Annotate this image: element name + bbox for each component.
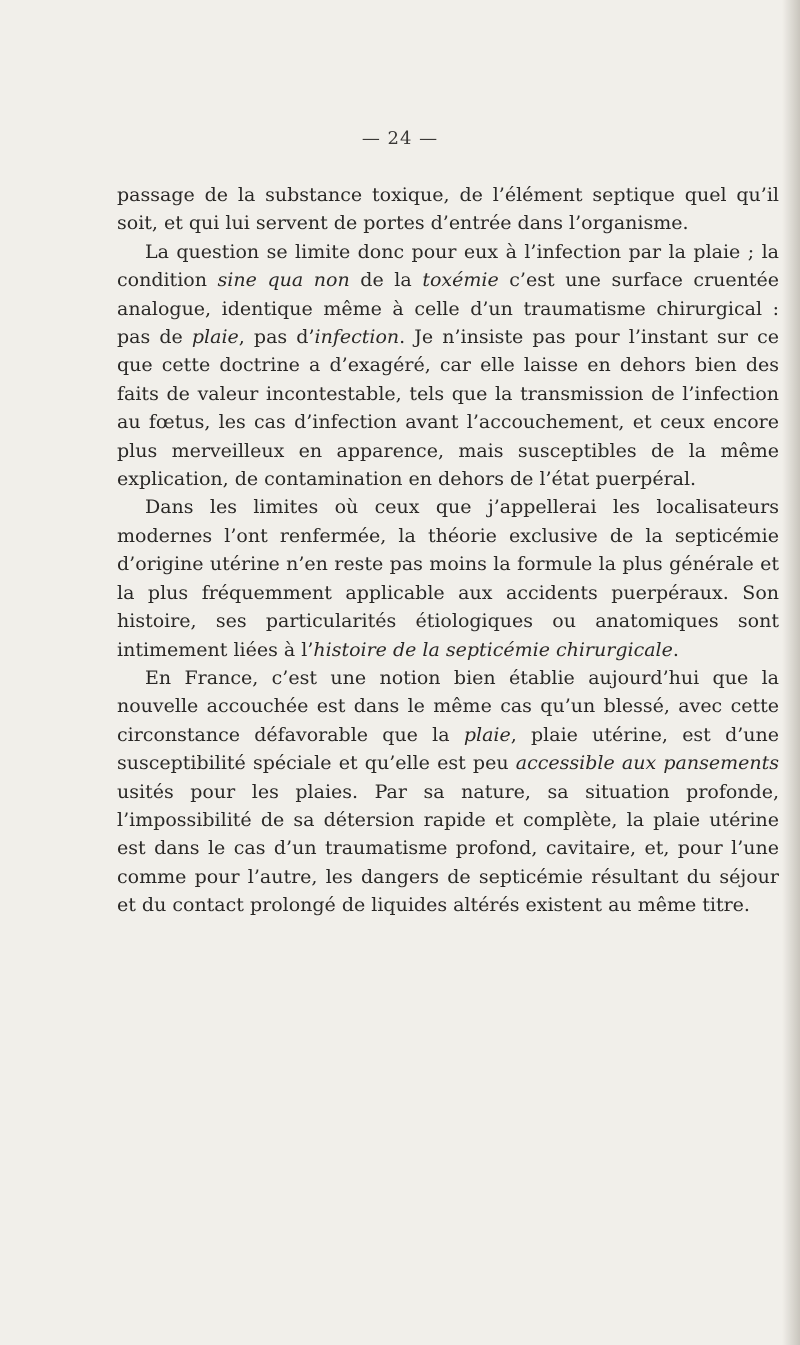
italic-text-segment: plaie — [191, 326, 239, 349]
paragraph — [117, 181, 779, 238]
italic-text-segment: infection — [314, 326, 400, 349]
italic-text-segment: sine qua non — [217, 269, 350, 292]
text-segment: passage de la substance toxique, de l’élément septique quel qu’il soit, et qui lui servent de portes d’entrée dans l’organisme. — [117, 184, 779, 235]
paragraph — [117, 238, 779, 494]
paragraph — [117, 493, 779, 663]
text-segment: . — [672, 638, 679, 661]
text-segment: , pas d’ — [238, 326, 315, 349]
text-segment: c’est une surface cruentée analogue, identique même à celle d’un traumatisme chirurgical : pas de — [117, 269, 779, 349]
italic-text-segment: plaie — [463, 723, 511, 746]
text-segment: La question se limite donc pour eux à l’infection par la plaie ; la condition — [117, 240, 779, 292]
page-edge-shadow — [782, 0, 800, 1345]
text-segment: , plaie utérine, est d’une susceptibilité spéciale et qu’elle est peu — [117, 723, 779, 775]
italic-text-segment: toxémie — [422, 269, 499, 292]
italic-text-segment: accessible aux pansements — [515, 752, 779, 775]
text-segment: Dans les limites où ceux que j’appellerai les localisateurs modernes l’ont renfermée, la théorie exclusive de la septicémie d’origine utérine n’en reste pas moins la formule la plus générale et la plus fréquemment applicable aux accidents puerpéraux. Son histoire, ses particularités étiologiques ou anatomiques sont intimement liées à l’ — [117, 496, 779, 661]
page-number: — 24 — — [361, 128, 439, 149]
text-segment: . Je n’insiste pas pour l’instant sur ce que cette doctrine a d’exagéré, car elle laisse en dehors bien des faits de valeur incontestable, tels que la transmission de l’infection au fœtus, les cas d’infection avant l’accouchement, et ceux encore plus merveilleux en apparence, mais susceptibles de la même explication, de contamination en dehors de l’état puerpéral. — [117, 326, 780, 491]
text-segment: usités pour les plaies. Par sa nature, sa situation profonde, l’impossibilité de sa détersion rapide et complète, la plaie utérine est dans le cas d’un traumatisme profond, cavitaire, et, pour l’une comme pour l’autre, les dangers de septicémie résultant du séjour et du contact prolongé de liquides altérés existent au même titre. — [117, 780, 779, 917]
paragraph — [117, 664, 779, 920]
italic-text-segment: histoire de la septicémie chirurgicale — [313, 638, 673, 661]
text-segment: En France, c’est une notion bien établie aujourd’hui que la nouvelle accouchée est dans le même cas qu’un blessé, avec cette circonstance défavorable que la — [117, 666, 779, 746]
text-segment: de la — [349, 269, 423, 292]
body-text — [117, 181, 779, 920]
